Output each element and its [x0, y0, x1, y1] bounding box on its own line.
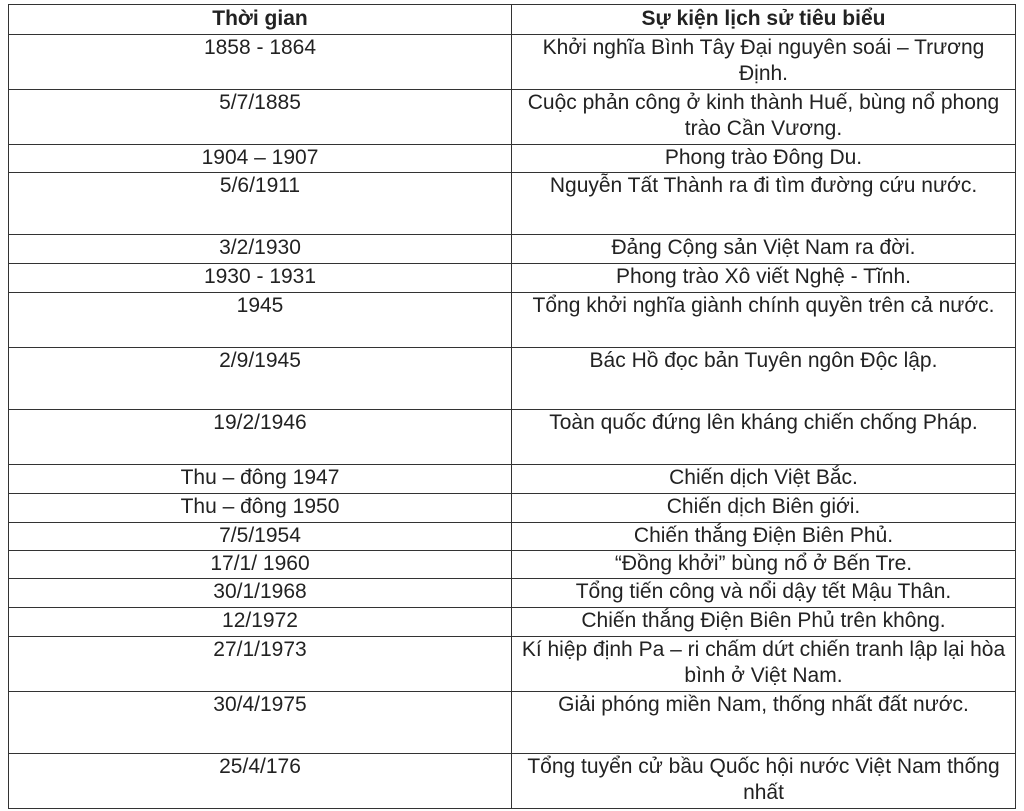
- time-cell: 12/1972: [9, 608, 512, 637]
- header-time: Thời gian: [9, 5, 512, 35]
- time-cell: Thu – đông 1950: [9, 494, 512, 523]
- table-row: [9, 692, 1016, 754]
- event-cell: Khởi nghĩa Bình Tây Đại nguyên soái – Trương Định.: [512, 35, 1016, 90]
- time-cell: 19/2/1946: [9, 410, 512, 465]
- event-cell: Cuộc phản công ở kinh thành Huế, bùng nổ phong trào Cần Vương.: [512, 90, 1016, 145]
- time-cell: 1930 - 1931: [9, 264, 512, 293]
- event-cell: Đảng Cộng sản Việt Nam ra đời.: [512, 235, 1016, 264]
- event-cell: Giải phóng miền Nam, thống nhất đất nước.: [512, 692, 1016, 754]
- event-cell: Chiến dịch Biên giới.: [512, 494, 1016, 523]
- event-cell: Chiến thắng Điện Biên Phủ trên không.: [512, 608, 1016, 637]
- event-cell: Phong trào Đông Du.: [512, 145, 1016, 173]
- table-row: [9, 35, 1016, 90]
- table-row: [9, 410, 1016, 465]
- time-cell: 1904 – 1907: [9, 145, 512, 173]
- time-cell: 1858 - 1864: [9, 35, 512, 90]
- history-timeline-table: [8, 4, 1016, 809]
- event-cell: “Đồng khởi” bùng nổ ở Bến Tre.: [512, 551, 1016, 579]
- time-cell: 30/1/1968: [9, 579, 512, 608]
- time-cell: Thu – đông 1947: [9, 465, 512, 494]
- event-cell: Chiến dịch Việt Bắc.: [512, 465, 1016, 494]
- time-cell: 25/4/176: [9, 754, 512, 809]
- table-row: [9, 579, 1016, 608]
- time-cell: 5/6/1911: [9, 173, 512, 235]
- table-row: [9, 523, 1016, 551]
- table-row: [9, 465, 1016, 494]
- time-cell: 5/7/1885: [9, 90, 512, 145]
- table-row: [9, 494, 1016, 523]
- table-row: [9, 551, 1016, 579]
- event-cell: Tổng tiến công và nổi dậy tết Mậu Thân.: [512, 579, 1016, 608]
- time-cell: 2/9/1945: [9, 348, 512, 410]
- header-event: Sự kiện lịch sử tiêu biểu: [512, 5, 1016, 35]
- table-row: [9, 235, 1016, 264]
- table-row: [9, 145, 1016, 173]
- time-cell: 7/5/1954: [9, 523, 512, 551]
- table-row: [9, 637, 1016, 692]
- table-row: [9, 173, 1016, 235]
- event-cell: Chiến thắng Điện Biên Phủ.: [512, 523, 1016, 551]
- event-cell: Kí hiệp định Pa – ri chấm dứt chiến tranh lập lại hòa bình ở Việt Nam.: [512, 637, 1016, 692]
- table-row: [9, 348, 1016, 410]
- time-cell: 1945: [9, 293, 512, 348]
- table-row: [9, 608, 1016, 637]
- event-cell: Nguyễn Tất Thành ra đi tìm đường cứu nước.: [512, 173, 1016, 235]
- event-cell: Phong trào Xô viết Nghệ - Tĩnh.: [512, 264, 1016, 293]
- event-cell: Toàn quốc đứng lên kháng chiến chống Pháp.: [512, 410, 1016, 465]
- event-cell: Tổng tuyển cử bầu Quốc hội nước Việt Nam thống nhất: [512, 754, 1016, 809]
- time-cell: 30/4/1975: [9, 692, 512, 754]
- table-row: [9, 293, 1016, 348]
- event-cell: Bác Hồ đọc bản Tuyên ngôn Độc lập.: [512, 348, 1016, 410]
- time-cell: 3/2/1930: [9, 235, 512, 264]
- time-cell: 27/1/1973: [9, 637, 512, 692]
- table-row: [9, 264, 1016, 293]
- table-row: [9, 90, 1016, 145]
- time-cell: 17/1/ 1960: [9, 551, 512, 579]
- table-row: [9, 754, 1016, 809]
- event-cell: Tổng khởi nghĩa giành chính quyền trên cả nước.: [512, 293, 1016, 348]
- table-header-row: [9, 5, 1016, 35]
